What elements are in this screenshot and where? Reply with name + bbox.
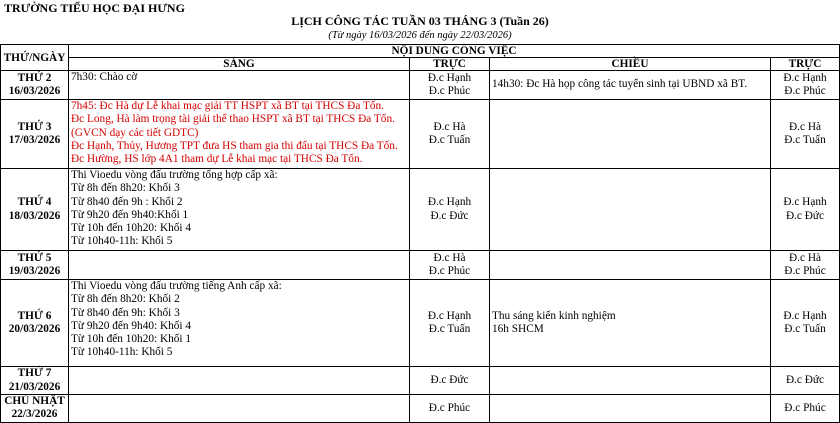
duty-name: Đ.c Phúc [784,85,826,97]
morning-duty-cell [410,251,490,280]
duty-name: Đ.c Đức [785,373,825,386]
morning-entry: Từ 10h đến 10h20: Khối 1 [71,333,192,346]
afternoon-cell [490,395,771,423]
duty-name: Đ.c Phúc [784,401,826,414]
duty-name: Đ.c Hạnh [427,309,472,322]
duty-name: Đ.c Hà [789,120,821,133]
duty-name: Đ.c Hạnh [783,309,827,322]
day-label: THỨ 3 [17,120,52,133]
school-name: TRƯỜNG TIỂU HỌC ĐẠI HƯNG [4,1,185,15]
morning-cell [69,251,410,280]
morning-entry: Thi Vioedu vòng đấu trường tiếng Anh cấp xã: [71,280,282,292]
afternoon-duty-cell [771,280,840,367]
afternoon-entry: Thu sáng kiến kinh nghiệm [492,309,616,322]
duty-name: Đ.c Hạnh [783,196,827,209]
duty-name: Đ.c Tuấn [784,323,826,335]
morning-entry: Thi Vioedu vòng đấu trường tổng hợp cấp xã: [71,169,278,181]
morning-duty-cell [410,100,490,169]
duty-name: Đ.c Phúc [428,401,471,414]
morning-duty-cell [410,367,490,395]
morning-duty-cell [410,71,490,100]
morning-entry: Từ 9h20 đến 9h40: Khối 4 [71,319,192,332]
afternoon-cell [490,280,771,367]
morning-entry: Từ 8h40 đến 9h : Khối 2 [71,195,183,208]
morning-cell [69,395,410,423]
afternoon-cell [490,169,771,251]
afternoon-cell [490,71,771,100]
morning-entry: 7h45: Đc Hà dự Lễ khai mạc giải TT HSPT xã BT tại THCS Đa Tốn. [71,100,384,112]
day-label: THỨ 5 [17,251,52,264]
afternoon-entry: 16h SHCM [492,323,544,335]
afternoon-duty-column-header: TRỰC [771,58,840,71]
afternoon-duty-cell [771,169,840,251]
afternoon-cell [490,100,771,169]
morning-cell [69,100,410,169]
day-cell [1,367,69,395]
morning-entry: Đc Hường, HS lớp 4A1 tham dự Lễ khai mạc tại THCS Đa Tốn. [71,153,363,166]
afternoon-entry: 14h30: Đc Hà họp công tác tuyển sinh tại UBND xã BT. [492,78,748,91]
duty-name: Đ.c Đức [430,373,469,386]
day-row [1,169,840,251]
day-label: THỨ 6 [17,309,52,322]
day-cell [1,395,69,423]
duty-name: Đ.c Phúc [428,265,471,277]
morning-entry: (GVCN dạy các tiết GDTC) [71,126,199,139]
morning-entry: Từ 8h40 đến 9h: Khối 3 [71,306,180,319]
afternoon-duty-cell [771,71,840,100]
duty-name: Đ.c Tuấn [784,134,826,146]
day-cell [1,100,69,169]
duty-name: Đ.c Hà [433,120,466,133]
day-column-header: THỨ/NGÀY [1,45,69,71]
day-row [1,251,840,280]
morning-duty-cell [410,280,490,367]
duty-name: Đ.c Hạnh [427,71,472,84]
content-column-header: NỘI DUNG CÔNG VIỆC [69,45,840,58]
morning-cell [69,280,410,367]
day-date: 22/3/2026 [11,408,58,421]
morning-entry: Từ 10h40-11h: Khối 5 [71,235,173,248]
day-row [1,367,840,395]
afternoon-cell [490,251,771,280]
schedule-body [1,71,840,423]
morning-cell [69,71,410,100]
afternoon-duty-cell [771,251,840,280]
duty-name: Đ.c Hà [789,251,821,264]
date-range: (Từ ngày 16/03/2026 đến ngày 22/03/2026) [328,30,512,41]
day-label: CHỦ NHẬT [4,395,65,407]
morning-entry: Từ 8h đến 8h20: Khối 3 [71,182,180,195]
morning-entry: Từ 10h40-11h: Khối 5 [71,346,173,359]
duty-name: Đ.c Phúc [428,85,471,97]
day-row [1,100,840,169]
morning-duty-column-header: TRỰC [410,58,490,71]
day-row [1,280,840,367]
day-label: THỨ 7 [17,367,52,380]
afternoon-cell [490,367,771,395]
duty-name: Đ.c Tuấn [428,323,471,335]
morning-entry: Đc Hạnh, Thủy, Hương TPT đưa HS tham gia thi đấu tại THCS Đa Tốn. [71,139,398,152]
day-cell [1,71,69,100]
day-label: THỨ 4 [17,196,52,209]
schedule-table [0,44,840,423]
afternoon-duty-cell [771,100,840,169]
duty-name: Đ.c Phúc [784,265,826,277]
schedule-title: LỊCH CÔNG TÁC TUẦN 03 THÁNG 3 (Tuần 26) [291,14,549,28]
afternoon-duty-cell [771,395,840,423]
day-date: 20/03/2026 [8,323,61,335]
duty-name: Đ.c Đức [785,209,825,222]
duty-name: Đ.c Đức [430,209,469,222]
day-row [1,71,840,100]
duty-name: Đ.c Hạnh [427,196,472,209]
morning-entry: 7h30: Chào cờ [71,71,138,83]
day-row [1,395,840,423]
morning-entry: Từ 10h đến 10h20: Khối 4 [71,222,192,235]
duty-name: Đ.c Hà [433,251,466,264]
morning-cell [69,169,410,251]
day-cell [1,169,69,251]
morning-entry: Từ 8h đến 8h20: Khối 2 [71,293,180,306]
morning-column-header: SÁNG [69,58,410,71]
day-date: 16/03/2026 [8,85,61,97]
day-cell [1,280,69,367]
morning-entry: Từ 9h20 đến 9h40:Khối 1 [71,208,189,221]
morning-entry: Đc Long, Hà làm trọng tài giải thể thao HSPT xã BT tại THCS Đa Tốn. [71,113,395,126]
afternoon-column-header: CHIỀU [490,58,771,71]
day-date: 19/03/2026 [8,265,61,277]
morning-duty-cell [410,395,490,423]
day-cell [1,251,69,280]
duty-name: Đ.c Hạnh [783,71,827,84]
morning-cell [69,367,410,395]
morning-duty-cell [410,169,490,251]
day-date: 18/03/2026 [8,209,61,222]
day-date: 21/03/2026 [8,380,61,393]
day-date: 17/03/2026 [8,134,61,146]
duty-name: Đ.c Tuấn [428,134,471,146]
day-label: THỨ 2 [17,71,52,84]
afternoon-duty-cell [771,367,840,395]
